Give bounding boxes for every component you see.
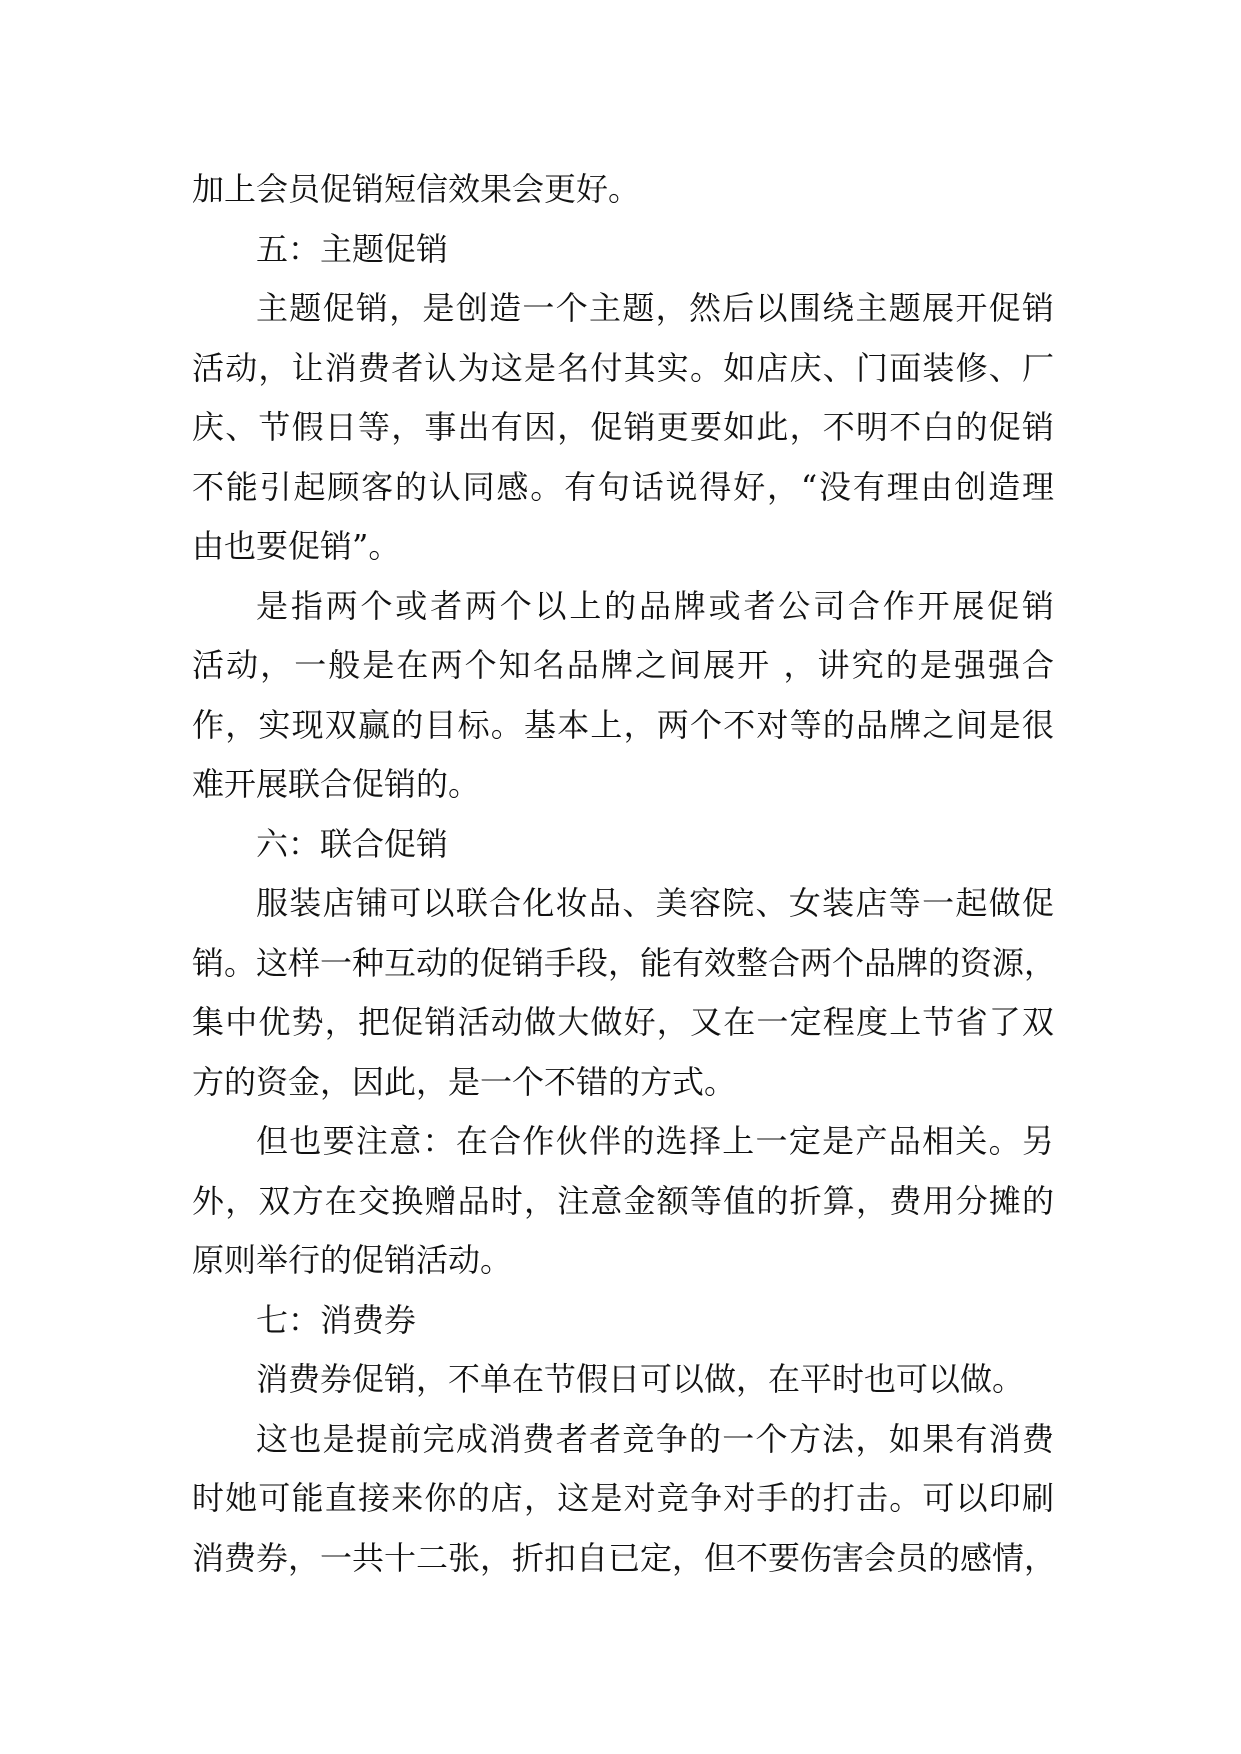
body-line: 加上会员促销短信效果会更好。: [192, 170, 641, 208]
body-line: 庆、节假日等，事出有因，促销更要如此，不明不白的促销: [192, 408, 1054, 446]
body-line: 作，实现双赢的目标。基本上，两个不对等的品牌之间是很: [192, 705, 1054, 744]
body-line: 活动，一般是在两个知名品牌之间展开 ，讲究的是强强合: [192, 646, 1054, 684]
body-line: 销。这样一种互动的促销手段，能有效整合两个品牌的资源，: [192, 943, 1057, 982]
body-line: 但也要注意：在合作伙伴的选择上一定是产品相关。另: [256, 1122, 1054, 1160]
body-line: 是指两个或者两个以上的品牌或者公司合作开展促销: [256, 586, 1054, 625]
body-line: 方的资金，因此，是一个不错的方式。: [192, 1062, 737, 1101]
body-line: 原则举行的促销活动。: [192, 1241, 513, 1279]
body-line: 主题促销，是创造一个主题，然后以围绕主题展开促销: [256, 289, 1054, 327]
section-heading-six: 六：联合促销: [256, 824, 449, 863]
body-line: 消费券促销，不单在节假日可以做，在平时也可以做。: [256, 1360, 1025, 1398]
body-line: 由也要促销”。: [192, 527, 401, 565]
body-line: 不能引起顾客的认同感。有句话说得好，“没有理由创造理: [192, 467, 1054, 506]
document-body: [192, 160, 1057, 1588]
body-line: 难开展联合促销的。: [192, 765, 481, 803]
section-heading-five: 五：主题促销: [256, 229, 449, 268]
body-line: 时她可能直接来你的店，这是对竞争对手的打击。可以印刷: [192, 1479, 1054, 1517]
body-line: 服装店铺可以联合化妆品、美容院、女装店等一起做促: [256, 884, 1054, 922]
body-line: 集中优势，把促销活动做大做好，又在一定程度上节省了双: [192, 1003, 1054, 1041]
body-line: 外，双方在交换赠品时，注意金额等值的折算，费用分摊的: [192, 1181, 1054, 1220]
body-line: 消费券，一共十二张，折扣自已定，但不要伤害会员的感情，: [192, 1538, 1057, 1577]
section-heading-seven: 七：消费券: [256, 1300, 417, 1339]
body-line: 活动，让消费者认为这是名付其实。如店庆、门面装修、厂: [192, 348, 1054, 387]
body-line: 这也是提前完成消费者者竞争的一个方法，如果有消费: [256, 1419, 1054, 1458]
